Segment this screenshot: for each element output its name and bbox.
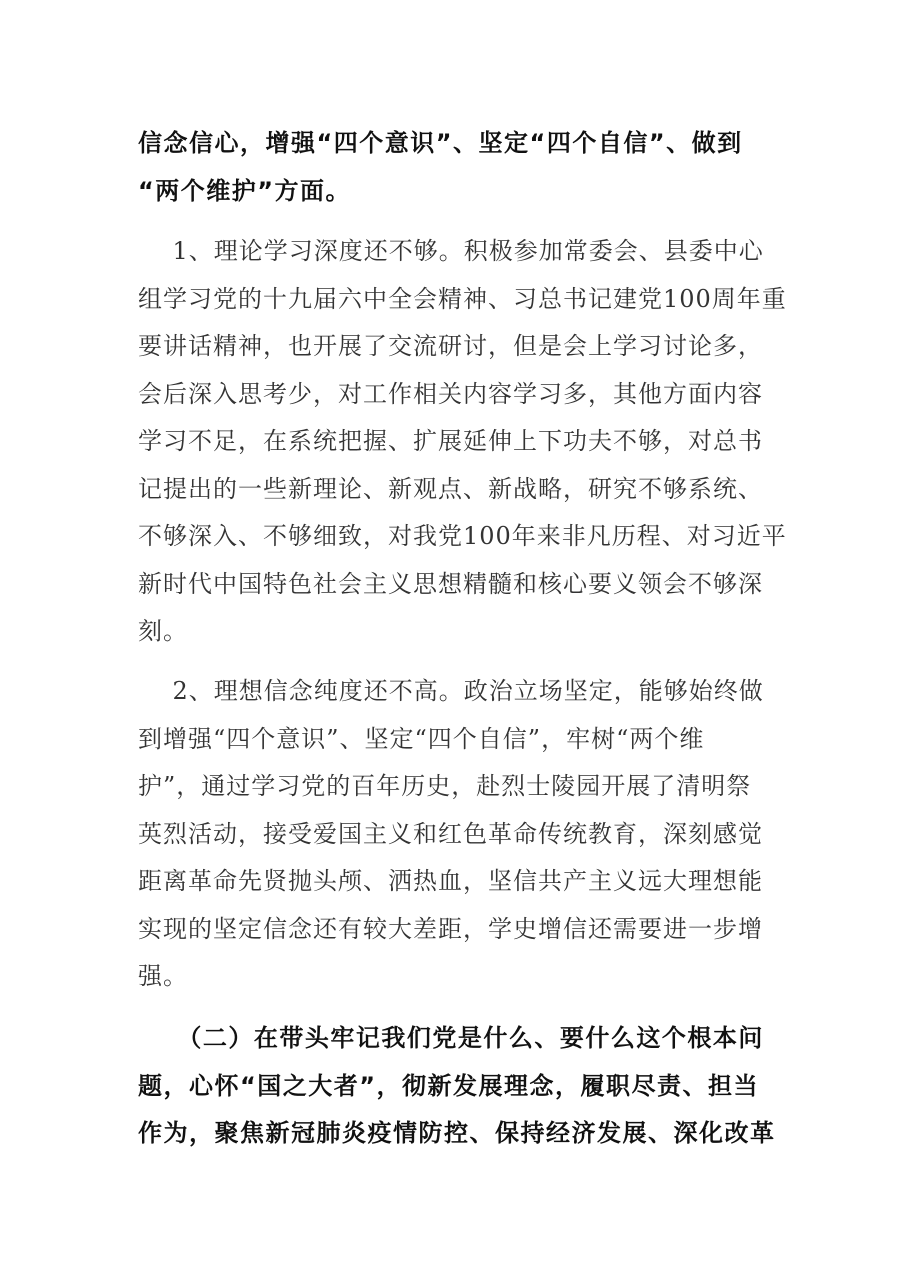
text-line: （二）在带头牢记我们党是什么、要什么这个根本问 xyxy=(138,1024,764,1052)
text-line: 2、理想信念纯度还不高。政治立场坚定，能够始终做 xyxy=(138,677,764,705)
text-line: 护”，通过学习党的百年历史，赴烈士陵园开展了清明祭 xyxy=(138,772,752,800)
text-line: 距离革命先贤抛头颅、洒热血，坚信共产主义远大理想能 xyxy=(138,867,763,895)
text-line: 1、理论学习深度还不够。积极参加常委会、县委中心 xyxy=(138,237,764,265)
text-line: 新时代中国特色社会主义思想精髓和核心要义领会不够深 xyxy=(138,569,763,598)
text-line: 信念信心，增强“四个意识”、坚定“四个自信”、做到 xyxy=(138,129,743,157)
text-line: “两个维护”方面。 xyxy=(138,176,352,205)
paragraph-ideal-belief xyxy=(138,668,778,1001)
text-line: 记提出的一些新理论、新观点、新战略，研究不够系统、 xyxy=(138,474,763,503)
text-line: 英烈活动，接受爱国主义和红色革命传统教育，深刻感觉 xyxy=(138,819,763,848)
text-line: 组学习党的十九届六中全会精神、习总书记建党100周年重 xyxy=(138,284,787,313)
text-line: 会后深入思考少，对工作相关内容学习多，其他方面内容 xyxy=(138,379,763,408)
heading-continuation xyxy=(138,120,778,215)
text-line: 刻。 xyxy=(138,617,188,645)
text-line: 题，心怀“国之大者”，彻新发展理念，履职尽责、担当 xyxy=(138,1071,760,1100)
text-line: 作为，聚焦新冠肺炎疫情防控、保持经济发展、深化改革 xyxy=(138,1119,776,1147)
text-line: 到增强“四个意识”、坚定“四个自信”，牢树“两个维 xyxy=(138,724,705,753)
section-heading-two xyxy=(138,1015,778,1158)
text-line: 实现的坚定信念还有较大差距，学史增信还需要进一步增 xyxy=(138,914,763,943)
paragraph-theory-study xyxy=(138,228,787,656)
text-line: 学习不足，在系统把握、扩展延伸上下功夫不够，对总书 xyxy=(138,427,763,455)
text-line: 不够深入、不够细致，对我党100年来非凡历程、对习近平 xyxy=(138,522,787,550)
text-line: 要讲话精神，也开展了交流研讨，但是会上学习讨论多， xyxy=(138,332,763,360)
text-line: 强。 xyxy=(138,962,188,990)
